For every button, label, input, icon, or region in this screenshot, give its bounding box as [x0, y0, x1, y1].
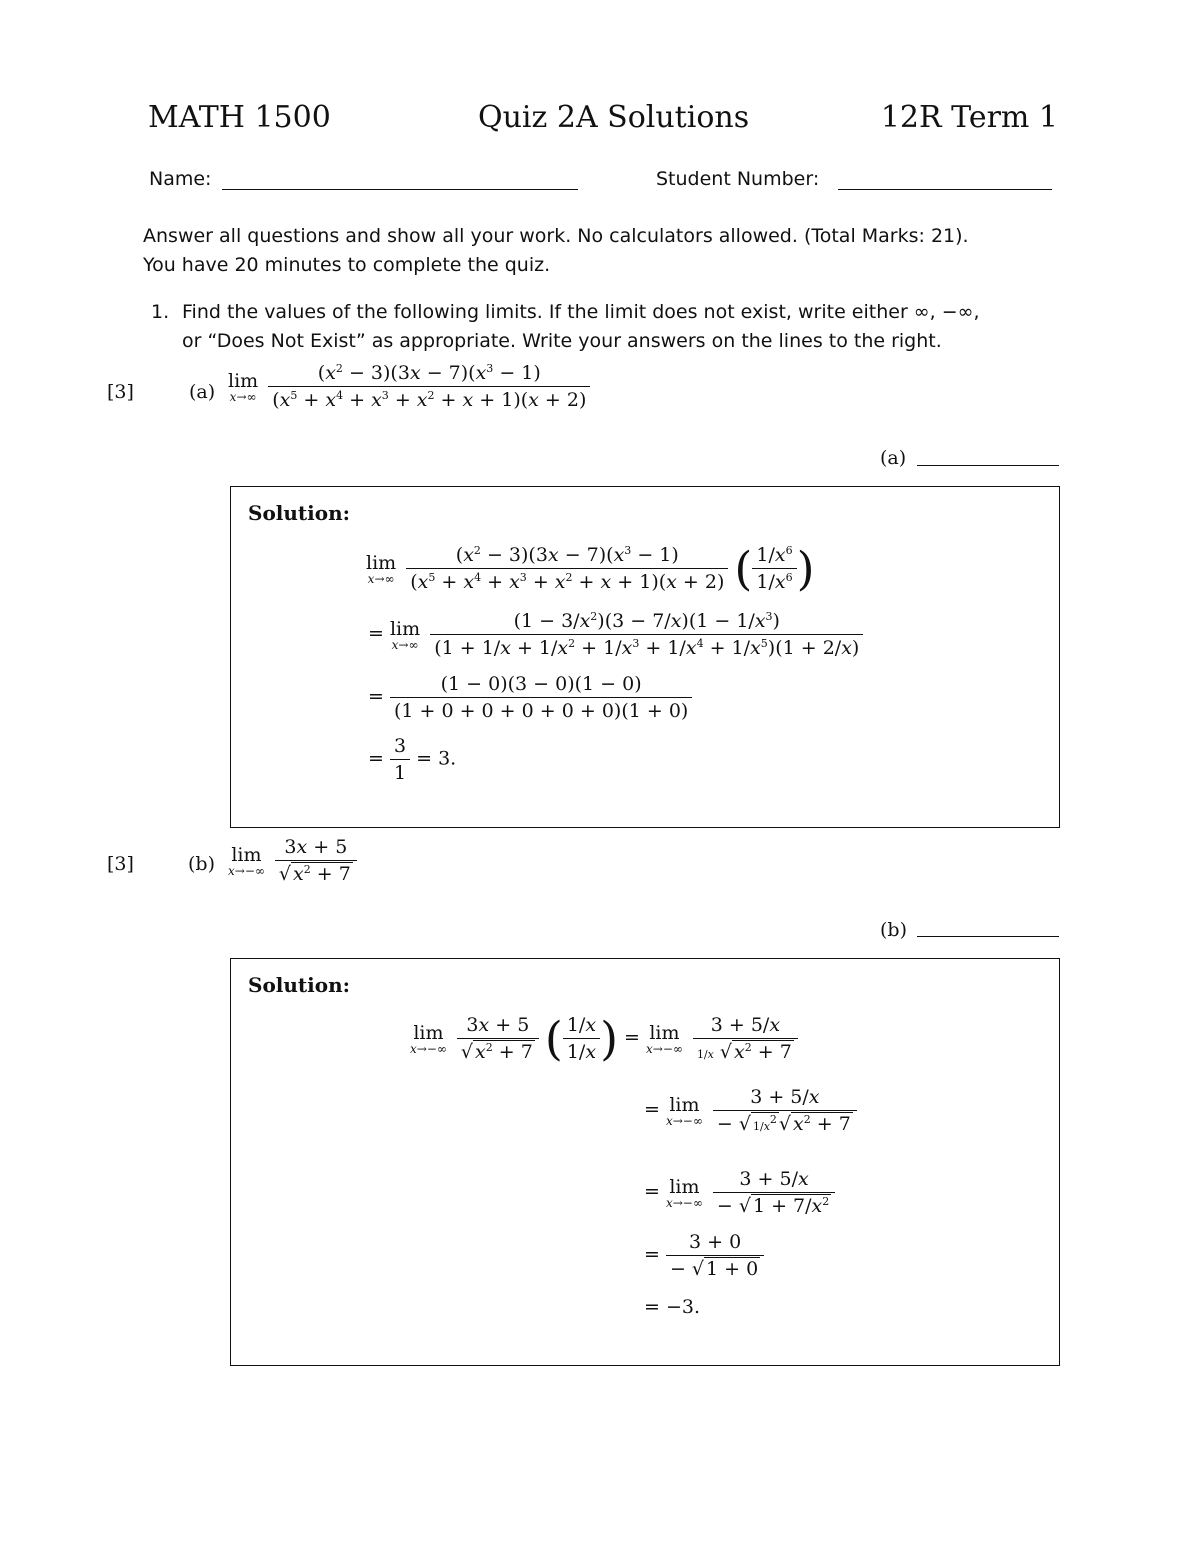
- course-code: MATH 1500: [148, 100, 331, 135]
- solution-a-label: Solution:: [248, 501, 351, 525]
- term-label: 12R Term 1: [880, 100, 1058, 135]
- name-label: Name:: [149, 168, 212, 190]
- part-a-label: (a): [189, 381, 216, 403]
- part-b-marks: [3]: [107, 853, 134, 875]
- question-number: 1.: [151, 301, 170, 323]
- solution-a-result: = 3.: [416, 747, 457, 770]
- part-a-problem: lim x→∞ $\frac{(x^2 - 3)(3x - 7)(x^3 - 1)}{(x^5 + x^4 + x^3 + x^2 + x + 1)(x + 2)}$: [228, 362, 590, 411]
- solution-b-step-3: = lim x→−∞ $\frac{3 + 5/x}{- √ 1 + 7/x^2}$: [644, 1168, 835, 1217]
- name-field[interactable]: [222, 189, 578, 190]
- solution-b-label: Solution:: [248, 973, 351, 997]
- instructions-line-1: Answer all questions and show all your work. No calculators allowed. (Total Marks: 21).: [143, 225, 969, 247]
- student-number-field[interactable]: [838, 189, 1052, 190]
- solution-b-step-2: = lim x→−∞ $\frac{3 + 5/x}{- √ 1/x^2 √ x^2 + 7}$: [644, 1086, 857, 1135]
- solution-a-step-3: = $\frac{(1 - 0)(3 - 0)(1 - 0)}{(1 + 0 + 0 + 0 + 0 + 0)(1 + 0)}$: [368, 673, 692, 722]
- student-number-label: Student Number:: [656, 168, 820, 190]
- part-a-marks: [3]: [107, 381, 134, 403]
- quiz-title: Quiz 2A Solutions: [478, 100, 750, 135]
- instructions-line-2: You have 20 minutes to complete the quiz.: [143, 254, 551, 276]
- solution-b-step-1: lim x→−∞ $\frac{3x + 5}{√ x^2 + 7}$ ( $\frac{1/x}{1/x}$ ) = lim x→−∞ $\frac{3 + 5/x}{1/x √ x^2 + 7}$: [410, 1014, 798, 1063]
- part-b-answer-label: (b): [880, 919, 907, 941]
- solution-a-step-1: lim x→∞ $\frac{(x^2 - 3)(3x - 7)(x^3 - 1)}{(x^5 + x^4 + x^3 + x^2 + x + 1)(x + 2)}$ ( $\frac{1/x^6}{1/x^6}$ ): [366, 541, 815, 596]
- solution-b-result: = −3.: [644, 1296, 701, 1318]
- part-b-answer-field[interactable]: [917, 936, 1059, 937]
- part-b-label: (b): [188, 853, 215, 875]
- part-b-problem: lim x→−∞ $\frac{3x + 5}{√ x^2 + 7}$: [228, 836, 357, 885]
- question-text-line-1: Find the values of the following limits. If the limit does not exist, write either ∞, −∞,: [182, 301, 980, 323]
- solution-b-step-4: = $\frac{3 + 0}{- √ 1 + 0}$: [644, 1231, 764, 1280]
- part-a-answer-label: (a): [880, 447, 907, 469]
- part-a-answer-field[interactable]: [917, 465, 1059, 466]
- question-text-line-2: or “Does Not Exist” as appropriate. Write your answers on the lines to the right.: [182, 330, 942, 352]
- solution-a-step-2: = lim x→∞ $\frac{(1 - 3/x^2)(3 - 7/x)(1 - 1/x^3)}{(1 + 1/x + 1/x^2 + 1/x^3 + 1/x^4 + 1/x^5)(1 + 2/x)}$: [368, 610, 863, 659]
- solution-a-step-4: = $\frac{3}{1}$ = 3.: [368, 735, 457, 784]
